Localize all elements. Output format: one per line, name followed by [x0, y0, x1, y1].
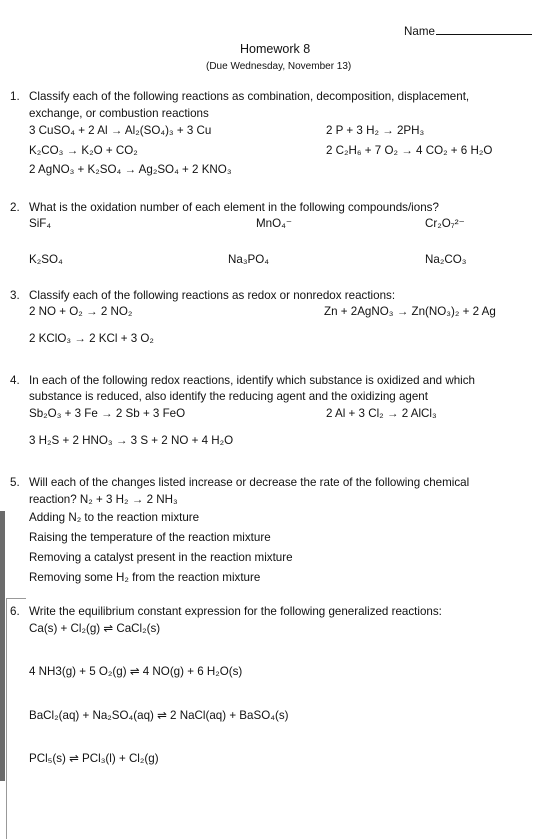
page-title: Homework 8	[240, 42, 311, 56]
name-field	[404, 24, 532, 39]
due-date: (Due Wednesday, November 13)	[206, 61, 352, 72]
q2-compound-1: SiF₄	[29, 217, 52, 230]
q1-reaction-4: 2 C₂H₆ + 7 O₂ → 4 CO₂ + 6 H₂O	[326, 144, 493, 157]
q5-prompt-line1: Will each of the changes listed increase or decrease the rate of the following chemical	[29, 476, 470, 489]
q6-reaction-2: 4 NH3(g) + 5 O₂(g) ⇌ 4 NO(g) + 6 H₂O(s)	[29, 665, 243, 678]
q1-reaction-3: K₂CO₃ → K₂O + CO₂	[29, 144, 138, 157]
q2-number: 2.	[10, 201, 20, 214]
left-border-line	[6, 598, 7, 839]
q1-prompt-line1: Classify each of the following reactions as combination, decomposition, displacement,	[29, 90, 470, 103]
q1-prompt-line2: exchange, or combustion reactions	[29, 107, 209, 120]
q2-compound-2: MnO₄⁻	[256, 217, 292, 230]
q2-compound-4: K₂SO₄	[29, 253, 63, 266]
q6-prompt: Write the equilibrium constant expression for the following generalized reactions:	[29, 605, 442, 618]
q6-reaction-3: BaCl₂(aq) + Na₂SO₄(aq) ⇌ 2 NaCl(aq) + BaSO₄(s)	[29, 709, 289, 722]
q1-reaction-1: 3 CuSO₄ + 2 Al → Al₂(SO₄)₃ + 3 Cu	[29, 124, 212, 137]
name-blank-line	[436, 24, 532, 35]
q4-prompt-line1: In each of the following redox reactions, identify which substance is oxidized and which	[29, 374, 475, 387]
q5-item-4: Removing some H₂ from the reaction mixture	[29, 571, 261, 584]
q6-number: 6.	[10, 605, 20, 618]
q1-reaction-2: 2 P + 3 H₂ → 2PH₃	[326, 124, 425, 137]
q2-compound-3: Cr₂O₇²⁻	[425, 217, 465, 230]
q4-reaction-2: 2 Al + 3 Cl₂ → 2 AlCl₃	[326, 407, 437, 420]
q4-number: 4.	[10, 374, 20, 387]
name-label: Name	[404, 25, 435, 38]
q1-reaction-5: 2 AgNO₃ + K₂SO₄ → Ag₂SO₄ + 2 KNO₃	[29, 163, 232, 176]
q4-reaction-1: Sb₂O₃ + 3 Fe → 2 Sb + 3 FeO	[29, 407, 186, 420]
q5-item-3: Removing a catalyst present in the reaction mixture	[29, 551, 293, 564]
q2-prompt: What is the oxidation number of each element in the following compounds/ions?	[29, 201, 439, 214]
q1-number: 1.	[10, 90, 20, 103]
q6-reaction-4: PCl₅(s) ⇌ PCl₃(l) + Cl₂(g)	[29, 752, 159, 765]
q4-reaction-3: 3 H₂S + 2 HNO₃ → 3 S + 2 NO + 4 H₂O	[29, 434, 234, 447]
q5-number: 5.	[10, 476, 20, 489]
q3-reaction-2: Zn + 2AgNO₃ → Zn(NO₃)₂ + 2 Ag	[324, 305, 496, 318]
q3-reaction-3: 2 KClO₃ → 2 KCl + 3 O₂	[29, 332, 154, 345]
left-edge-bar	[0, 511, 5, 781]
q3-number: 3.	[10, 289, 20, 302]
q5-item-2: Raising the temperature of the reaction mixture	[29, 531, 271, 544]
q6-reaction-1: Ca(s) + Cl₂(g) ⇌ CaCl₂(s)	[29, 622, 161, 635]
q5-prompt-line2: reaction? N₂ + 3 H₂ → 2 NH₃	[29, 493, 178, 506]
q3-prompt: Classify each of the following reactions as redox or nonredox reactions:	[29, 289, 396, 302]
q3-reaction-1: 2 NO + O₂ → 2 NO₂	[29, 305, 133, 318]
left-corner-rule	[6, 598, 26, 599]
q2-compound-6: Na₂CO₃	[425, 253, 467, 266]
q5-item-1: Adding N₂ to the reaction mixture	[29, 511, 200, 524]
q4-prompt-line2: substance is reduced, also identify the reducing agent and the oxidizing agent	[29, 390, 428, 403]
q2-compound-5: Na₃PO₄	[228, 253, 270, 266]
